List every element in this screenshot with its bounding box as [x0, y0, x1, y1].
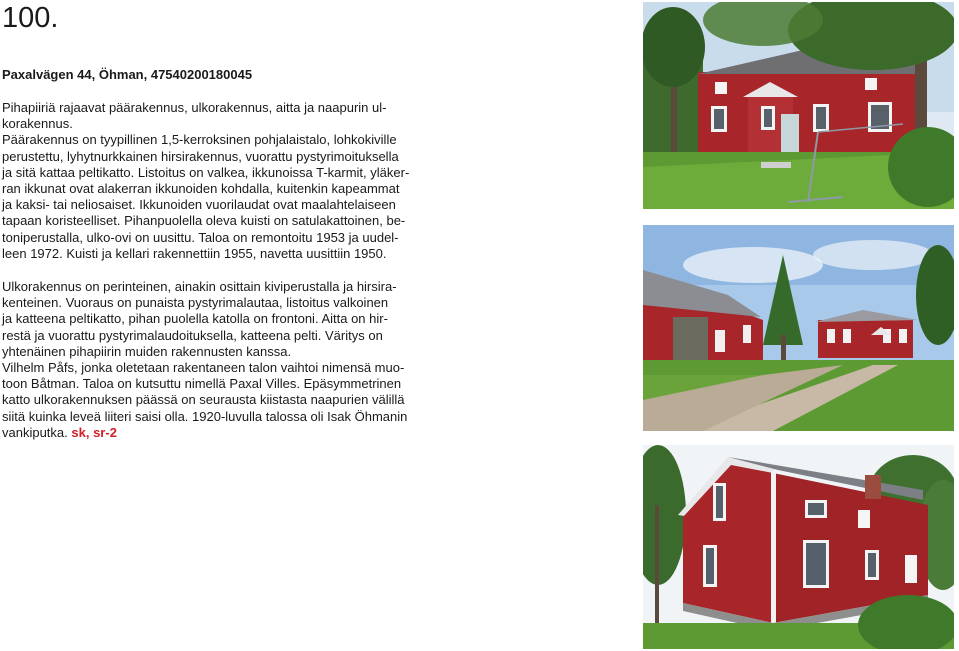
text-line: katto ulkorakennuksen päässä on seurausta kiistasta naapurien välillä — [2, 392, 405, 408]
text-line: Ulkorakennus on perinteinen, ainakin osittain kiviperustalla ja hirsira- — [2, 279, 397, 294]
classification-code: sk, sr-2 — [71, 424, 117, 440]
text-line: ran ikkunat ovat alakerran ikkunoiden kohdalla, kuitenkin kapeammat — [2, 181, 400, 197]
red-house-front-photo — [643, 2, 954, 209]
description-paragraph-1 — [2, 100, 419, 262]
text-line: leen 1972. Kuisti ja kellari rakennettiin 1955, navetta uusittiin 1950. — [2, 245, 387, 261]
description-paragraph-2 — [2, 279, 419, 441]
text-line: Päärakennus on tyypillinen 1,5-kerroksinen pohjalaistalo, lohkokiville — [2, 132, 397, 148]
text-line: tapaan koristeelliset. Pihanpuolella oleva kuisti on satulakattoinen, be- — [2, 213, 406, 229]
text-line: Vilhelm Påfs, jonka oletetaan rakentaneen talon vaihtoi nimensä muo- — [2, 360, 405, 376]
text-line: ja katteena peltikatto, pihan puolella katolla on frontoni. Aitta on hir- — [2, 311, 388, 327]
text-line-last — [2, 425, 419, 441]
text-line: perustettu, lyhytnurkkainen hirsirakennus, vuorattu pystyrimoituksella — [2, 148, 399, 164]
text-line: siitä kuinka leveä liiteri saisi olla. 1920-luvulla talossa oli Isak Öhmanin — [2, 408, 408, 424]
property-address: Paxalvägen 44, Öhman, 47540200180045 — [2, 67, 253, 82]
text-line: ja kaksi- tai neliosaiset. Ikkunoiden vuorilaudat ovat maalahtelaiseen — [2, 197, 396, 213]
text-fragment: vankiputka. — [2, 424, 68, 440]
text-line: ja sitä kattaa peltikatto. Listoitus on valkea, ikkunoissa T-karmit, yläker- — [2, 164, 410, 180]
text-line: restä ja vuorattu pystyrimalaudoituksella, katteena pelti. Väritys on — [2, 327, 383, 343]
text-line: toon Båtman. Taloa on kutsuttu nimellä Paxal Villes. Epäsymmetrinen — [2, 376, 402, 392]
text-line: korakennus. — [2, 116, 73, 132]
text-line: toniperustalla, ulko-ovi on uusittu. Taloa on remontoitu 1953 ja uudel- — [2, 229, 399, 245]
red-house-side-photo — [643, 445, 954, 649]
page-number: 100. — [2, 2, 59, 34]
text-line: kenteinen. Vuoraus on punaista pystyrimalautaa, listoitus valkoinen — [2, 295, 389, 311]
text-line: yhtenäinen pihapiirin muiden rakennusten kanssa. — [2, 343, 292, 359]
text-line: Pihapiiriä rajaavat päärakennus, ulkorakennus, aitta ja naapurin ul- — [2, 100, 387, 115]
courtyard-road-photo — [643, 225, 954, 431]
